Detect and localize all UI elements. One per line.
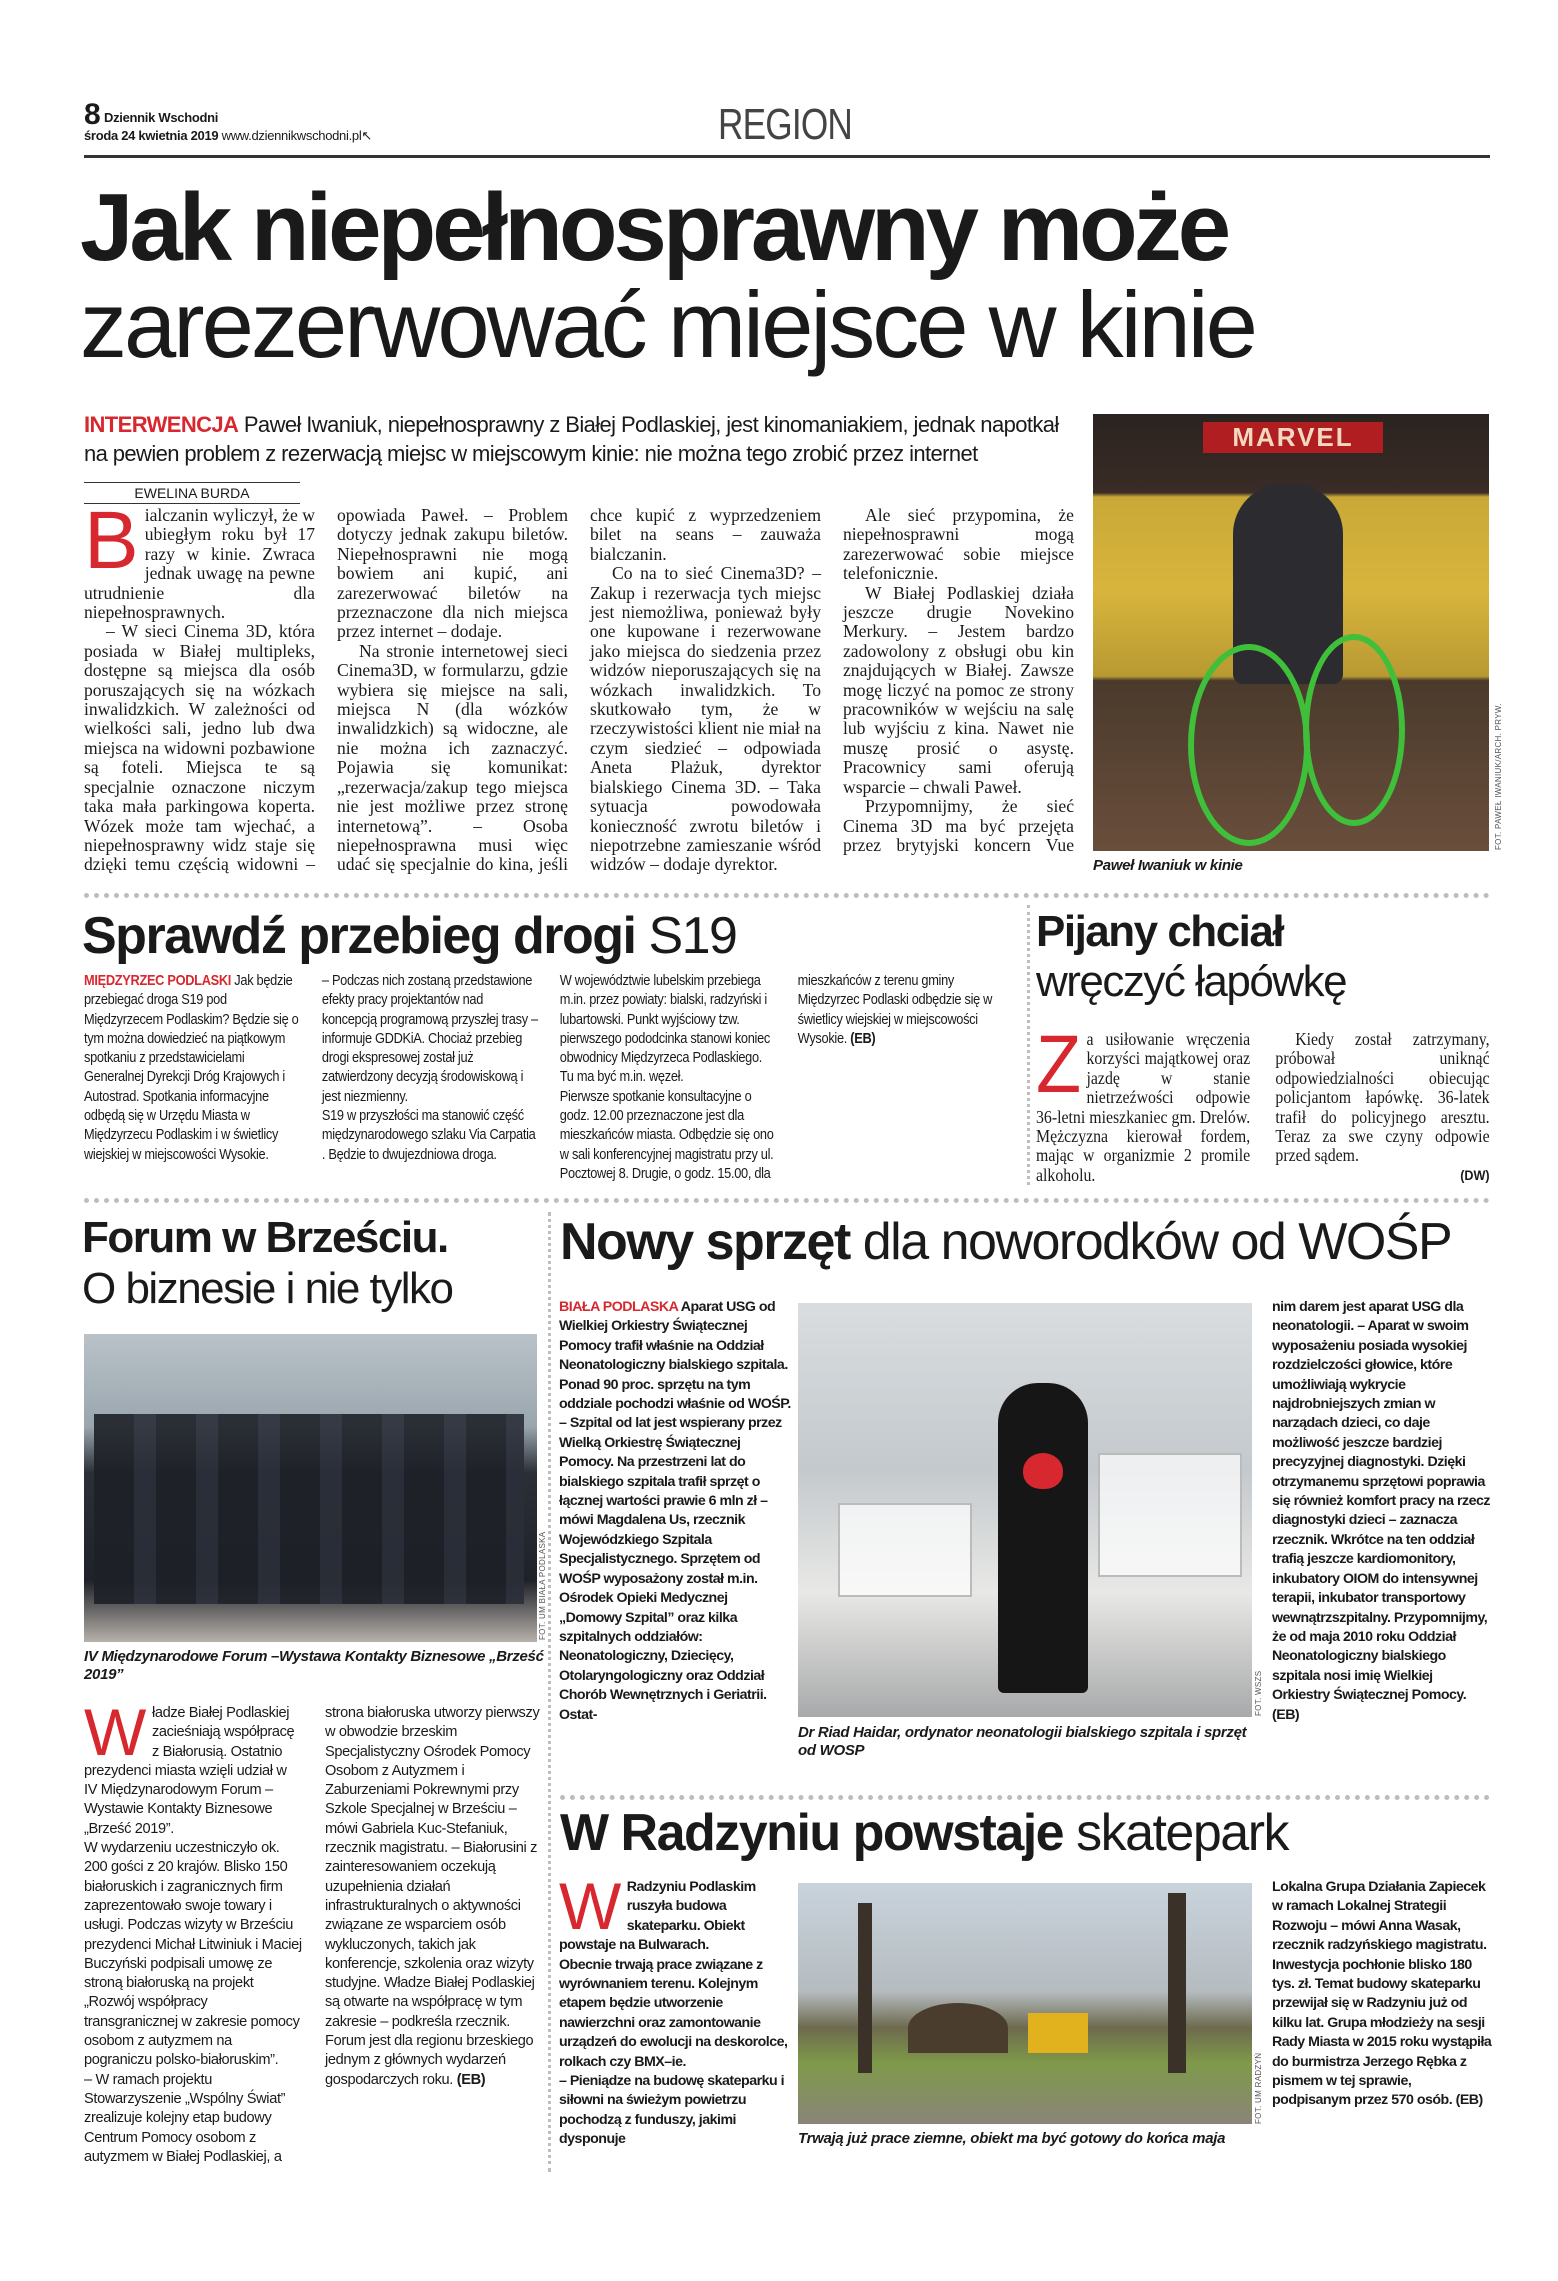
skatepark-headline: W Radzyniu powstaje skatepark xyxy=(560,1804,1289,1862)
paragraph: – W ramach projektu Stowarzyszenie „Wspólny Świat” zrealizuje kolejny etap budowy Centrum Pomocy osobom z autyzmem w Białej Podlaskiej, a strona białoruska utworzy pierwszy w obwodzie brzeskim Specjalistyczny Ośrodek Pomocy Osobom z Autyzmem i Zaburzeniami Pokrewnymi przy Szkole Specjalnej w Brześciu – mówi Gabriela Kuc-Stefaniuk, rzecznik magistratu. – Białorusini z zainteresowaniem oczekują uzupełnienia działań infrastrukturalnych o aktywności związane ze wsparciem osób wykluczonych, takich jak konferencje, szkolenia oraz wizyty studyjne. Władze Białej Podlaskiej są otwarte na współpracę w tym zakresie – podkreśla rzecznik. Forum jest dla regionu brzeskiego jednym z głównych wydarzeń gospodarczych roku. (EB) xyxy=(84,1705,540,2165)
separator xyxy=(84,893,1490,898)
excavator xyxy=(1028,2013,1088,2053)
forum-body xyxy=(84,1695,544,2174)
forum-headline-line1: Forum w Brześciu. xyxy=(82,1213,448,1262)
photo-caption: Dr Riad Haidar, ordynator neonatologii bialskiego szpitala i sprzęt od WOSP xyxy=(798,1724,1247,1759)
wosp-body-col1: BIAŁA PODLASKA Aparat USG od Wielkiej Orkiestry Świątecznej Pomocy trafił właśnie na Oddział Neonatologiczny bialskiego szpitala. Ponad 90 proc. sprzętu na tym oddziale pochodzi właśnie od WOŚP. – Szpital od lat jest wspierany przez Wielką Orkiestrę Świątecznej Pomocy. Na przestrzeni lat do bialskiego szpitala trafił sprzęt o łącznej wartości prawie 6 mln zł – mówi Magdalena Us, rzecznik Wojewódzkiego Szpitala Specjalistycznego. Sprzętem od WOŚP wyposażony został m.in. Ośrodek Opieki Medycznej „Domowy Szpital” oraz kilka szpitalnych oddziałów: Neonatologiczny, Dziecięcy, Otolaryngologiczny oraz Oddział Chorób Wewnętrznych i Geriatrii. Ostat- xyxy=(559,1299,791,1723)
separator xyxy=(560,1795,1490,1800)
paragraph: Bialczanin wyliczył, że w ubiegłym roku był 17 razy w kinie. Zwraca jednak uwagę na pewne utrudnienie dla niepełnosprawnych. xyxy=(84,495,315,623)
skatepark-body-col1: W Radzyniu Podlaskim ruszyła budowa skateparku. Obiekt powstaje na Bulwarach. Obecnie trwają prace związane z wyrównaniem terenu. Kolejnym etapem będzie utworzenie nawierzchni oraz zamontowanie urządzeń do ewolucji na deskorolce, rolkach czy BMX–ie. – Pieniądze na budowę skateparku i siłowni na świeżym powietrzu pochodzą z funduszy, jakimi dysponuje xyxy=(559,1869,788,2148)
header-rule xyxy=(84,155,1490,158)
signature: (DW) xyxy=(1460,1166,1490,1183)
photo-credit: FOT. UM RADZYŃ xyxy=(1254,2052,1263,2124)
wheelchair-wheel xyxy=(1188,644,1310,846)
article-body xyxy=(84,495,1074,882)
signature: (EB) xyxy=(1455,2092,1483,2109)
photo-skatepark xyxy=(798,1883,1252,2124)
paragraph: – Podczas nich zostaną przedstawione efekty pracy projektantów nad koncepcją programową przyszłej trasy – informuje GDDKiA. Chociaż przebieg drogi ekspresowej został już zatwierdzony decyzją środowiskową i jest niezmienny. xyxy=(321,973,538,1105)
paragraph: Kiedy został zatrzymany, próbował uniknąć odpowiedzialności obiecując policjantom łapówkę. 36-latek trafił do policyjnego aresztu. Teraz za swe czyny odpowie przed sądem. xyxy=(1275,1029,1490,1166)
photo-forum xyxy=(84,1334,537,1642)
byline: EWELINA BURDA xyxy=(84,482,300,504)
paragraph: Na stronie internetowej sieci Cinema3D, w formularzu, gdzie wybiera się miejsce na sali, miejsca N (dla wózków inwalidzkich) są widoczne, ale nie można ich zaznaczyć. Pojawia się komunikat: „rezerwacja/zakup tego miejsca nie jest możliwe przez stronę internetową”. – Osoba niepełnosprawna musi więc udać się specjalnie do kina, jeśli chce kupić z wyprzedzeniem bilet na seans – zauważa bialczanin. xyxy=(337,505,821,875)
separator xyxy=(548,1212,551,2172)
photo-caption: IV Międzynarodowe Forum –Wystawa Kontakty Biznesowe „Brześć 2019” xyxy=(84,1648,544,1683)
dropcap: B xyxy=(84,495,139,586)
doctor-figure xyxy=(998,1383,1088,1693)
paragraph: Przypomnijmy, że sieć Cinema 3D ma być przejęta przez brytyjski koncern Vue xyxy=(843,796,1074,855)
page-number: 8 xyxy=(84,98,101,131)
paragraph: Za usiłowanie wręczenia korzyści majątkowej oraz jazdę w stanie nietrzeźwości odpowie 36-letni mieszkaniec gm. Drelów. Mężczyzna kierował fordem, mając w organizmie 2 promile alkoholu. xyxy=(1036,1019,1251,1185)
skatepark-body-col2: Lokalna Grupa Działania Zapiecek w ramach Lokalnej Strategii Rozwoju – mówi Anna Wasak, rzecznik radzyńskiego magistratu. Inwestycja pochłonie blisko 180 tys. zł. Temat budowy skateparku przewijał się w Radzyniu już od kilku lat. Grupa młodzieży na sesji Rady Miasta w 2015 roku wystąpiła do burmistrza Jerzego Rębka z pismem w tej sprawie, podpisanym przez 570 osób. (EB) xyxy=(1272,1879,1492,2109)
paragraph: W Białej Podlaskiej działa jeszcze drugie Novekino Merkury. – Jestem bardzo zadowolony z obsługi obu kin znajdujących w Białej. Zawsze mogę liczyć na pomoc ze strony pracowników w wejściu na salę lub wyjściu z kina. Nawet nie muszę prosić o asystę. Pracownicy sami oferują wsparcie – chwali Paweł. xyxy=(843,582,1074,797)
paragraph: W wydarzeniu uczestniczyło ok. 200 gości z 20 krajów. Blisko 150 białoruskich i zagranicznych firm zaprezentowało swoje towary i usługi. Podczas wizyty w Brześciu prezydenci Michał Litwiniuk i Maciej Buczyński podpisali umowę ze stroną białoruską na projekt „Rozwój współpracy transgranicznej w zakresie pomocy osobom z autyzmem na pograniczu polsko-białoruskim”. xyxy=(84,1840,302,2069)
incubator xyxy=(1098,1453,1242,1577)
signature: (EB) xyxy=(850,1030,876,1047)
dropcap: Z xyxy=(1036,1019,1082,1110)
s19-body xyxy=(84,972,1014,1188)
paragraph: MIĘDZYRZEC PODLASKI Jak będzie przebiegać droga S19 pod Międzyrzecem Podlaskim? Będzie się o tym można dowiedzieć na piątkowym spotkaniu z przedstawicielami Generalnej Dyrekcji Dróg Krajowych i Autostrad. Spotkania informacyjne odbędą się w Urzędu Miasta w Międzyrzecu Podlaskim i w świetlicy wiejskiej w miejscowości Wysokie. xyxy=(84,973,299,1163)
website-link[interactable]: www.dziennikwschodni.pl xyxy=(221,128,362,143)
separator xyxy=(84,1198,1490,1203)
paragraph: S19 w przyszłości ma stanowić część międzynarodowego szlaku Via Carpatia . Będzie to dwujezdniowa droga. xyxy=(321,1108,536,1163)
photo-credit: FOT. WSZS xyxy=(1254,1670,1263,1716)
dropcap: W xyxy=(84,1695,146,1769)
paragraph: Co na to sieć Cinema3D? – Zakup i rezerwacja tych miejsc jest niemożliwa, ponieważ były one kupowane i rezerwowane jako miejsca do siedzenia przez widzów nieporuszających się na wózkach inwalidzkich. To skutkowało tym, że w rzeczywistości klient nie miał na czym siedzieć – odpowiada Aneta Plażuk, dyrektor bialskiego Cinema 3D. – Taka sytuacja powodowała konieczność zwrotu biletów i niepotrzebne zamieszanie wśród widzów – dodaje dyrektor. xyxy=(590,563,821,875)
separator xyxy=(1027,905,1030,1185)
photo-credit: FOT. UM BIAŁA PODLASKA xyxy=(538,1531,547,1640)
signature: (EB) xyxy=(456,2071,486,2088)
cursor-icon: ↖ xyxy=(361,128,373,143)
heart-logo xyxy=(1023,1453,1063,1489)
photo-hospital xyxy=(798,1303,1252,1717)
main-headline-line1: Jak niepełnosprawny może xyxy=(80,174,1228,281)
tree xyxy=(1168,1893,1186,2073)
wosp-headline: Nowy sprzęt dla noworodków od WOŚP xyxy=(560,1213,1452,1271)
people-group xyxy=(94,1414,524,1604)
dropcap: W xyxy=(559,1869,621,1943)
wheelchair-wheel xyxy=(1303,634,1405,826)
lead-text: Paweł Iwaniuk, niepełnosprawny z Białej Podlaskiej, jest kinomaniakiem, jednak napotkał na pewien problem z rezerwacją miejsc w miejscowym kinie: nie można tego zrobić przez internet xyxy=(84,412,1059,466)
soil-pile xyxy=(908,2003,1008,2053)
issue-date: środa 24 kwietnia 2019 xyxy=(84,128,219,143)
incubator xyxy=(838,1503,972,1597)
photo-caption: Paweł Iwaniuk w kinie xyxy=(1093,857,1243,874)
signature: (EB) xyxy=(1272,1706,1300,1723)
bribe-headline-line2: wręczyć łapówkę xyxy=(1036,957,1347,1006)
tree xyxy=(858,1903,872,2073)
paper-name: Dziennik Wschodni xyxy=(104,110,219,125)
photo-cinema xyxy=(1093,414,1489,851)
bribe-body xyxy=(1036,1019,1490,1188)
photo-credit: FOT. PAWEŁ IWANIUK/ARCH. PRYW. xyxy=(1494,703,1503,850)
article-lead xyxy=(84,410,1074,468)
section-title: REGION xyxy=(717,100,853,149)
photo-caption: Trwają już prace ziemne, obiekt ma być gotowy do końca maja xyxy=(798,2130,1226,2147)
s19-headline: Sprawdź przebieg drogi S19 xyxy=(82,907,737,965)
paragraph: – W sieci Cinema 3D, która posiada w Białej multipleks, dostępne są miejsca dla osób poruszających się na wózkach inwalidzkich. W zależności od wielkości sali, jedno lub dwa miejsca na widowni pozbawione są foteli. Miejsca te są specjalnie oznaczone niczym taka mała parkingowa koperta. Wózek może tam wjechać, a niepełnosprawny widz staje się dzięki temu częścią widowni – opowiada Paweł. – Problem dotyczy jednak zakupu biletów. Niepełnosprawni nie mogą bowiem ani kupić, ani zarezerwować biletów na przeznaczone dla nich miejsca przez internet – dodaje. xyxy=(84,505,568,875)
paragraph: W województwie lubelskim przebiega m.in. przez powiaty: bialski, radzyński i lubartowski. Punkt wyjściowy tzw. pierwszego pododcinka stanowi koniec obwodnicy Międzyrzeca Podlaskiego. Tu ma być m.in. węzeł. xyxy=(559,973,770,1086)
bribe-headline-line1: Pijany chciał xyxy=(1036,907,1284,956)
lead-kicker: INTERWENCJA xyxy=(84,412,239,437)
main-headline-line2: zarezerwować miejsce w kinie xyxy=(80,272,1255,377)
paragraph: Władze Białej Podlaskiej zacieśniają współpracę z Białorusią. Ostatnio prezydenci miasta wzięli udział w IV Międzynarodowym Forum –Wystawie Kontakty Biznesowe „Brześć 2019”. xyxy=(84,1695,295,1837)
forum-headline-line2: O biznesie i nie tylko xyxy=(82,1264,453,1313)
paragraph: Pierwsze spotkanie konsultacyjne o godz. 12.00 przeznaczone jest dla mieszkańców miasta. Odbędzie się ono w sali konferencyjnej magistratu przy ul. Pocztowej 8. Drugie, o godz. 15.00, dla mieszkańców z terenu gminy Międzyrzec Podlaski odbędzie się w świetlicy wiejskiej w miejscowości Wysokie. (EB) xyxy=(559,973,993,1182)
wosp-body-col2: nim darem jest aparat USG dla neonatologii. – Aparat w swoim wyposażeniu posiada wysokiej rozdzielczości głowice, które umożliwiają wykrycie najdrobniejszych zmian w narządach dzieci, co daje możliwość jeszcze bardziej precyzyjnej diagnostyki. Dzięki otrzymanemu sprzętowi poprawia się również komfort pracy na rzecz diagnostyki dzieci – zaznacza rzecznik. Wkrótce na ten oddział trafią jeszcze kardiomonitory, inkubatory OIOM do intensywnej terapii, inkubator transportowy wewnątrzszpitalny. Przypomnijmy, że od maja 2010 roku Oddział Neonatologiczny bialskiego szpitala nosi imię Wielkiej Orkiestry Świątecznej Pomocy. (EB) xyxy=(1272,1299,1490,1723)
marvel-sign: MARVEL xyxy=(1203,422,1383,453)
paragraph: Ale sieć przypomina, że niepełnosprawni mogą zarezerwować sobie miejsce telefonicznie. xyxy=(843,505,1074,584)
